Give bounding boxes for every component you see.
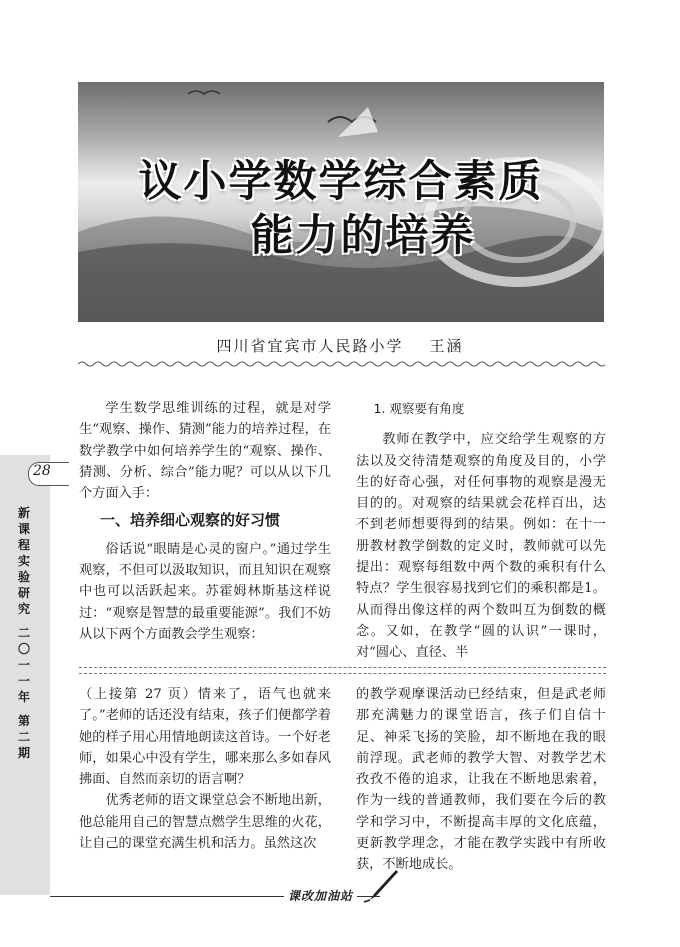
title-line-2: 能力的培养 [250,211,476,261]
journal-char: 新 [17,506,30,520]
journal-char: 实 [17,554,30,568]
column-4 [356,684,606,876]
subsection-heading: 1. 观察要有角度 [373,401,465,416]
fountain-pen-icon [360,868,400,904]
journal-char: 研 [17,586,30,600]
body-paragraph: 俗话说“眼睛是心灵的窗户。”通过学生观察，不但可以汲取知识，而且知识在观察中也可以活跃起来。苏霍姆林斯基这样说过：“观察是智慧的最重要能源”。我们不妨从以下两个方面教会学生观察： [79,541,331,642]
journal-char: 〇 [17,642,30,656]
journal-name-vertical [4,505,44,761]
journal-char: 二 [17,626,30,640]
author-name: 王涵 [429,337,464,355]
journal-char: 期 [17,746,30,760]
page-number: 28 [33,463,51,479]
body-paragraph: 的教学观摩课活动已经结束，但是武老师那充满魅力的课堂语言，孩子们自信十足、神采飞扬的笑脸，却不断地在我的眼前浮现。武老师的教学大智、对教学艺术孜孜不倦的追求，让我在不断地思索着，作为一线的普通教师，我们要在今后的教学和学习中，不断提高丰厚的文化底蕴，更新教学理念，才能在教学实践中有所收获，不断地成长。 [356,687,606,873]
journal-char: 课 [17,522,30,536]
journal-char: 程 [17,538,30,552]
footer-column-tag: 课改加油站 [284,887,357,904]
wavy-divider [78,360,605,368]
journal-char: 第 [17,714,30,728]
journal-char: 二 [17,730,30,744]
column-3 [79,684,331,854]
author-school: 四川省宜宾市人民路小学 [216,337,404,355]
journal-char [4,705,44,713]
dashed-separator [79,667,606,674]
body-paragraph: 教师在教学中，应交给学生观察的方法以及交待清楚观察的角度及目的，小学生的好奇心强，对任何事物的观察是漫无目的的。对观察的结果就会花样百出，达不到老师想要得到的结果。例如：在十一册教材教学倒数的定义时，教师就可以先提出：观察每组数中两个数的乘积有什么特点？学生很容易找到它们的乘积都是1。从而得出像这样的两个数叫互为倒数的概念。又如，在教学“圆的认识”一课时，对“圆心、直径、半 [356,432,606,661]
column-1 [79,398,331,645]
intro-paragraph: 学生数学思维训练的过程，就是对学生“观察、操作、猜测”能力的培养过程，在数学教学中如何培养学生的“观察、操作、猜测、分析、综合”能力呢？可以从以下几个方面入手： [79,401,331,502]
journal-char [4,617,44,625]
continued-paragraph: （上接第 27 页）情来了，语气也就来了。”老师的话还没有结束，孩子们便都学着她的样子用心用情地朗读这首诗。一个好老师，如果心中没有学生，哪来那么多如春风拂面、自然而亲切的语言啊？ [79,687,331,788]
journal-char: 一 [17,658,30,672]
body-paragraph: 优秀老师的语文课堂总会不断地出新，他总能用自己的智慧点燃学生思维的火花，让自己的课堂充满生机和活力。虽然这次 [79,793,331,852]
byline [0,335,680,356]
journal-char: 究 [17,602,30,616]
journal-char: 一 [17,674,30,688]
column-2 [356,398,606,664]
journal-char: 年 [17,690,30,704]
section-heading: 一、培养细心观察的好习惯 [100,511,281,530]
journal-char: 验 [17,570,30,584]
title-line-1: 议小学数学综合素质 [138,157,544,207]
title-banner [78,82,604,322]
